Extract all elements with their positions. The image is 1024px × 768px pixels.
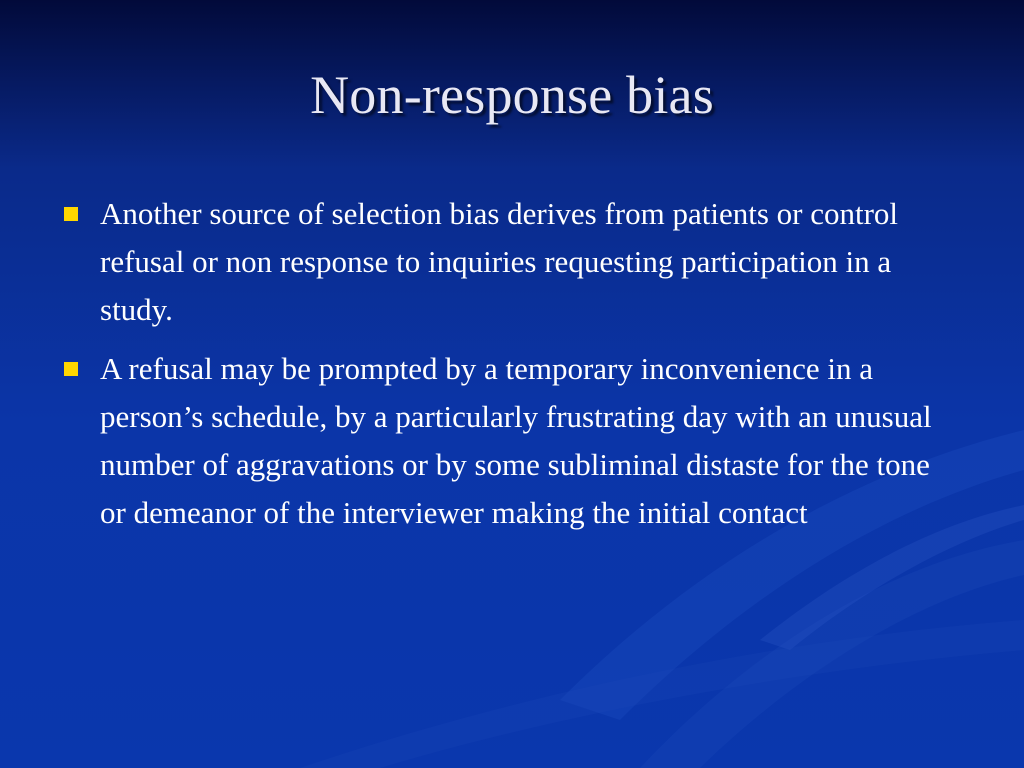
bullet-list	[60, 190, 960, 548]
bullet-text: A refusal may be prompted by a temporary inconvenience in a person’s schedule, by a particularly frustrating day with an unusual number of aggravations or by some subliminal distaste for the tone or demeanor of the interviewer making the initial contact	[100, 351, 932, 530]
bullet-text: Another source of selection bias derives from patients or control refusal or non response to inquiries requesting participation in a study.	[100, 196, 899, 327]
square-bullet-icon	[64, 362, 78, 376]
square-bullet-icon	[64, 207, 78, 221]
bullet-item	[60, 345, 960, 537]
slide-title: Non-response bias	[310, 65, 714, 125]
bullet-item	[60, 190, 960, 334]
